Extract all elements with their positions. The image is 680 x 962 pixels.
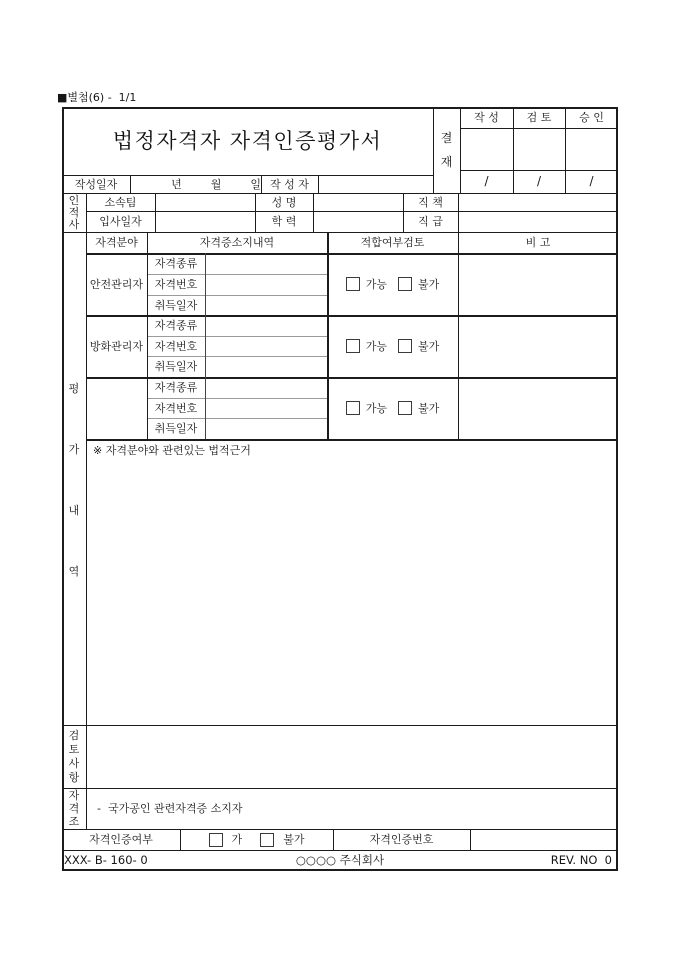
checkbox-possible[interactable]	[346, 339, 360, 353]
cert-number-label: 자격번호	[154, 278, 198, 291]
year-unit: 년	[171, 177, 182, 191]
checkbox-label-impossible: 불가	[418, 401, 440, 415]
review-content-cell[interactable]	[86, 725, 618, 788]
fitness-check-group	[327, 377, 458, 439]
education-value-cell[interactable]	[313, 211, 403, 232]
approval-col-review: 검 토	[526, 111, 552, 124]
form-title: 법정자격자 자격인증평가서	[112, 128, 383, 153]
note-value-cell[interactable]	[458, 377, 618, 439]
checkbox-label-rejected: 불가	[283, 833, 305, 846]
qualification-condition-label	[62, 788, 86, 829]
cert-number-label: 자격번호	[154, 401, 198, 415]
group-name-fire-manager: 방화관리자	[89, 339, 144, 353]
approval-col-approve: 승 인	[579, 111, 604, 124]
approval-label-char: 결	[440, 130, 453, 145]
column-header-field: 자격분야	[95, 236, 138, 249]
checkbox-label-possible: 가능	[365, 339, 387, 353]
personal-label-char: 적	[68, 205, 80, 219]
review-label-char: 사	[68, 756, 80, 770]
cert-date-value-cell[interactable]	[205, 295, 327, 315]
cert-type-label: 자격종류	[154, 319, 198, 332]
approval-sign-cell[interactable]	[513, 128, 565, 170]
evaluation-section-label	[62, 232, 86, 725]
checkbox-label-possible: 가능	[365, 277, 387, 291]
cert-date-value-cell[interactable]	[205, 418, 327, 439]
approval-col-writer: 작 성	[474, 111, 499, 124]
checkbox-impossible[interactable]	[398, 339, 412, 353]
join-date-label: 입사일자	[99, 215, 142, 228]
written-date-label: 작성일자	[74, 177, 118, 191]
name-value-cell[interactable]	[313, 193, 403, 211]
cert-type-value-cell[interactable]	[205, 315, 327, 336]
revision-number: REV. NO 0	[550, 853, 612, 867]
writer-value-cell[interactable]	[318, 175, 433, 193]
approval-sign-cell[interactable]	[460, 128, 513, 170]
checkbox-rejected[interactable]	[260, 833, 274, 847]
evaluation-label-char: 가	[68, 443, 80, 456]
cert-date-value-cell[interactable]	[205, 356, 327, 377]
position-value-cell[interactable]	[458, 193, 618, 211]
legal-basis-area: ※ 자격분야와 관련있는 법적근거	[93, 444, 251, 457]
review-label-char: 검	[68, 728, 80, 742]
checkbox-approved[interactable]	[209, 833, 223, 847]
personal-section-label	[62, 193, 86, 232]
cert-number-value-cell[interactable]	[205, 398, 327, 418]
fitness-check-group	[327, 315, 458, 377]
document-number: XXX- B- 160- 0	[64, 853, 148, 867]
month-unit: 월	[210, 177, 222, 191]
education-label: 학 력	[271, 215, 297, 228]
certification-number-label: 자격인증번호	[369, 833, 434, 846]
checkbox-label-approved: 가	[231, 833, 243, 846]
review-label-char: 항	[68, 770, 80, 784]
cert-type-label: 자격종류	[154, 381, 198, 394]
cert-number-value-cell[interactable]	[205, 336, 327, 357]
group-name-safety-manager: 안전관리자	[89, 277, 144, 291]
personal-label-char: 인	[68, 193, 80, 207]
approval-date-slash: /	[589, 174, 594, 188]
approval-label-char: 재	[440, 154, 453, 169]
column-header-review: 적합여부검토	[360, 236, 425, 249]
cert-type-value-cell[interactable]	[205, 253, 327, 274]
cert-type-value-cell[interactable]	[205, 377, 327, 398]
checkbox-impossible[interactable]	[398, 277, 412, 291]
team-label: 소속팀	[104, 195, 137, 209]
column-header-certificate: 자격증소지내역	[199, 236, 275, 249]
day-unit: 일	[250, 177, 261, 191]
join-date-value-cell[interactable]	[155, 211, 255, 232]
evaluation-label-char: 내	[68, 504, 80, 517]
certification-result-label: 자격인증여부	[89, 833, 153, 846]
grade-value-cell[interactable]	[458, 211, 618, 232]
checkbox-possible[interactable]	[346, 401, 360, 415]
checkbox-label-possible: 가능	[365, 401, 387, 415]
personal-label-char: 사	[68, 217, 80, 231]
approval-sign-cell[interactable]	[565, 128, 618, 170]
condition-label-char: 조	[68, 815, 80, 828]
column-header-note: 비 고	[525, 236, 551, 249]
checkbox-label-impossible: 불가	[418, 277, 440, 291]
company-name: ○○○○ 주식회사	[295, 853, 385, 867]
name-label: 성 명	[271, 195, 297, 209]
cert-number-value-cell[interactable]	[205, 274, 327, 295]
evaluation-label-char: 역	[68, 565, 80, 578]
review-label-char: 토	[68, 742, 80, 756]
checkbox-possible[interactable]	[346, 277, 360, 291]
note-value-cell[interactable]	[458, 253, 618, 315]
condition-label-char: 격	[68, 802, 80, 815]
cert-date-label: 취득일자	[154, 360, 198, 373]
team-value-cell[interactable]	[155, 193, 255, 211]
cert-number-label: 자격번호	[154, 340, 198, 353]
approval-date-slash: /	[484, 174, 489, 188]
grade-label: 직 급	[418, 215, 443, 228]
cert-date-label: 취득일자	[154, 298, 198, 312]
checkbox-impossible[interactable]	[398, 401, 412, 415]
evaluation-label-char: 평	[68, 382, 80, 395]
writer-label: 작 성 자	[270, 177, 309, 191]
certification-check-group	[180, 829, 333, 850]
written-date-units	[130, 175, 265, 193]
attachment-label: ■별첨(6) - 1/1	[57, 90, 137, 104]
fitness-check-group	[327, 253, 458, 315]
cert-date-label: 취득일자	[154, 422, 198, 435]
position-label: 직 책	[418, 195, 443, 209]
note-value-cell[interactable]	[458, 315, 618, 377]
certification-number-value-cell[interactable]	[470, 829, 618, 850]
review-section-label	[62, 725, 86, 788]
checkbox-label-impossible: 불가	[418, 339, 440, 353]
cert-type-label: 자격종류	[154, 257, 198, 270]
approval-date-slash: /	[536, 174, 542, 188]
approval-section-label	[433, 107, 460, 193]
condition-label-char: 자	[68, 789, 80, 802]
qualification-condition-content: - 국가공인 관련자격증 소지자	[97, 802, 243, 815]
group-name-blank	[86, 377, 147, 439]
